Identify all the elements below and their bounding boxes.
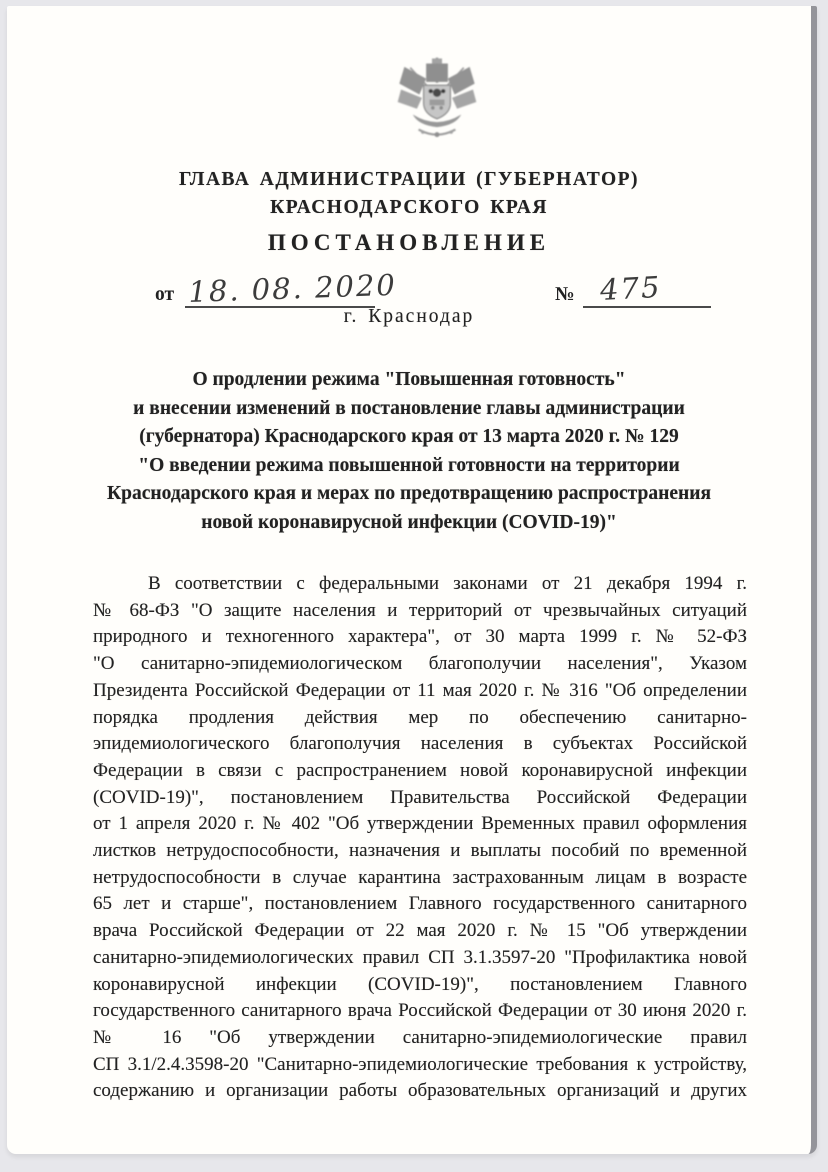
document-title [77, 366, 741, 537]
body-line: № 16 "Об утверждении санитарно-эпидемиологические правил [93, 1026, 747, 1048]
body-line: от 1 апреля 2020 г. № 402 "Об утверждении Временных правил оформления [93, 813, 747, 835]
title-line: О продлении режима "Повышенная готовность" [192, 369, 626, 390]
document-page [7, 6, 817, 1154]
issuing-authority [7, 166, 811, 222]
body-line: нетрудоспособности в случае карантина застрахованным лицам в возрасте [93, 866, 747, 888]
body-line: природного и техногенного характера", от 30 марта 1999 г. № 52-ФЗ [93, 626, 747, 648]
body-line: СП 3.1/2.4.3598-20 "Санитарно-эпидемиологические требования к устройству, [93, 1053, 747, 1075]
handwritten-number: 475 [599, 269, 663, 307]
body-line: порядка продления действия мер по обеспечению санитарно- [93, 706, 747, 728]
date-prefix-label: от [155, 284, 175, 305]
title-line: и внесении изменений в постановление главы администрации [133, 397, 685, 419]
title-line: новой коронавирусной инфекции (COVID-19)" [201, 511, 617, 533]
title-line: "О введении режима повышенной готовности на территории [138, 454, 680, 476]
body-line: коронавирусной инфекции (COVID-19)", постановлением Главного [93, 973, 747, 995]
city-line: г. Краснодар [343, 306, 475, 327]
body-line: 65 лет и старше", постановлением Главного государственного санитарного [93, 893, 747, 915]
body-line: "О санитарно-эпидемиологическом благополучии населения", Указом [93, 653, 747, 675]
date-number-row [7, 264, 811, 310]
document-body [93, 571, 747, 1105]
title-line: Краснодарского края и мерах по предотвращению распространения [107, 483, 711, 504]
org-name-line2: КРАСНОДАРСКОГО КРАЯ [270, 197, 548, 218]
krasnodar-coat-of-arms-icon [395, 56, 479, 148]
body-line: врача Российской Федерации от 22 мая 2020 г. № 15 "Об утверждении [93, 920, 747, 942]
date-group [155, 267, 398, 309]
title-line: (губернатора) Краснодарского края от 13 марта 2020 г. № 129 [139, 426, 679, 447]
body-line: № 68-ФЗ "О защите населения и территорий от чрезвычайных ситуаций [93, 599, 747, 621]
body-line: эпидемиологического благополучия населения в субъектах Российской [93, 733, 747, 755]
body-line: листков нетрудоспособности, назначения и выплаты пособий по временной [93, 840, 747, 862]
body-line: санитарно-эпидемиологических правил СП 3.1.3597-20 "Профилактика новой [93, 946, 747, 968]
org-name-line1: ГЛАВА АДМИНИСТРАЦИИ (ГУБЕРНАТОР) [178, 169, 640, 190]
number-prefix-label: № [555, 284, 575, 305]
body-line: государственного санитарного врача Российской Федерации от 30 июня 2020 г. [93, 1000, 747, 1022]
body-line: Федерации в связи с распространением новой коронавирусной инфекции [93, 759, 747, 781]
number-group [555, 269, 711, 308]
body-line: (COVID-19)", постановлением Правительства Российской Федерации [93, 786, 747, 808]
handwritten-date: 18. 08. 2020 [187, 267, 398, 309]
document-type-heading: ПОСТАНОВЛЕНИЕ [267, 230, 551, 255]
date-fill-line [185, 267, 398, 309]
number-fill-line [583, 269, 711, 308]
body-line: Президента Российской Федерации от 11 мая 2020 г. № 316 "Об определении [93, 679, 747, 701]
body-line: содержанию и организации работы образовательных организаций и других [93, 1080, 747, 1102]
body-line: В соответствии с федеральными законами от 21 декабря 1994 г. [148, 573, 747, 594]
